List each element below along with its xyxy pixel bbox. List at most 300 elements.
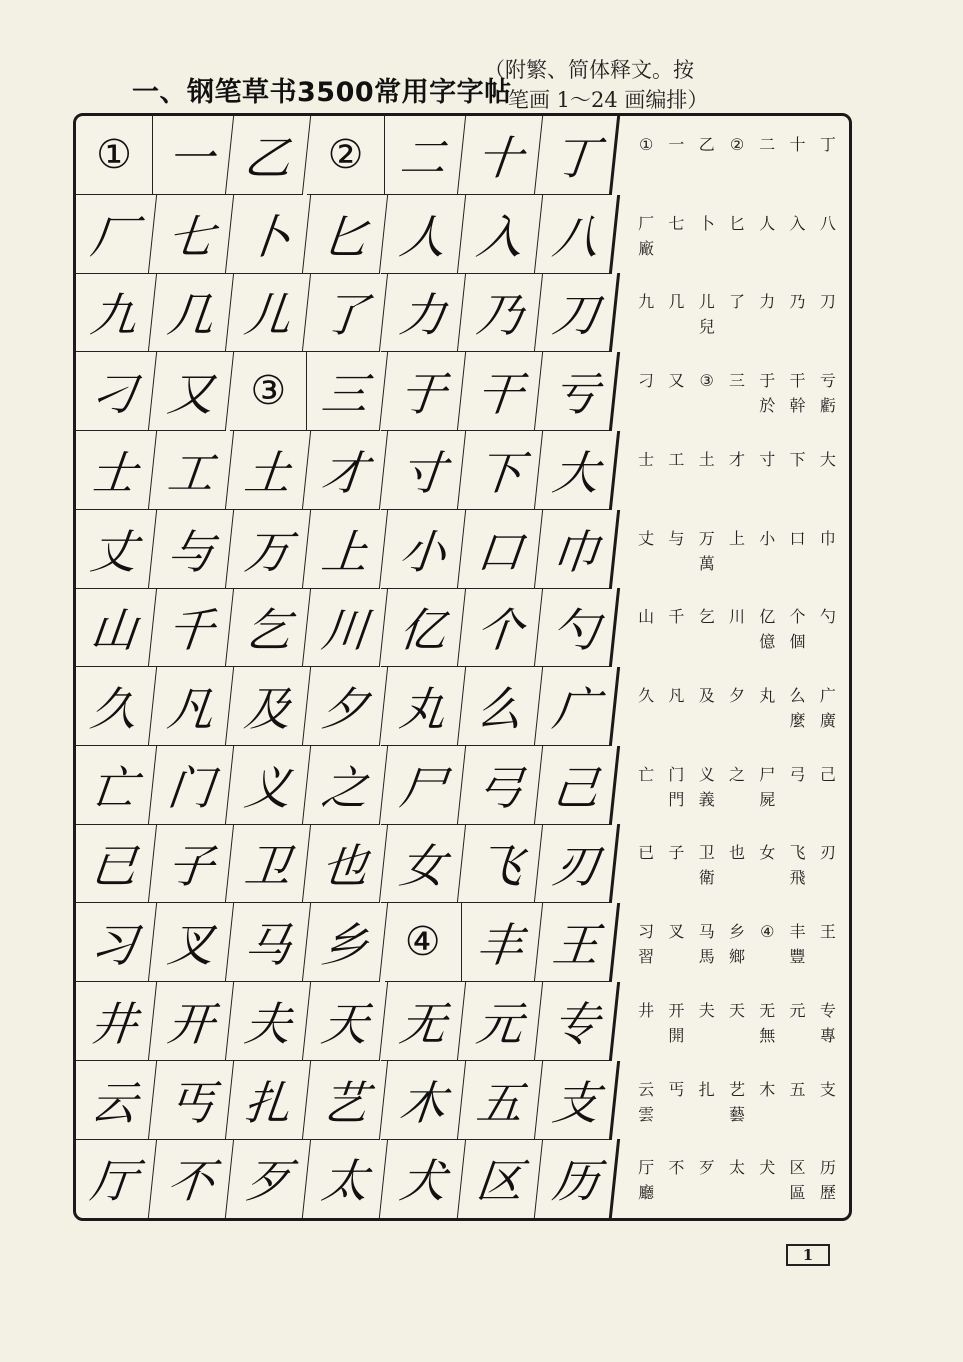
simplified-char: ③ [699,371,714,391]
simplified-char: 刃 [819,843,836,863]
reference-cell [631,762,661,825]
simplified-char: 广 [819,686,836,705]
cursive-cell: 艺 [303,1061,388,1140]
reference-cell [661,604,691,667]
cursive-cell: 个 [458,588,543,667]
simplified-char: 久 [638,686,655,705]
cursive-cell: 山 [73,588,157,667]
cursive-cell: 亏 [535,352,620,431]
simplified-char: 云 [638,1079,655,1099]
traditional-char: 幹 [789,396,806,416]
cursive-cell: 不 [149,1139,234,1218]
cursive-cell: 十 [458,116,543,195]
page-number: 1 [786,1244,830,1266]
simplified-char: 太 [728,1158,745,1178]
traditional-char: 個 [789,632,806,652]
simplified-char: 及 [698,686,715,705]
reference-cell [752,998,782,1061]
reference-cell [782,289,812,352]
traditional-char: 廳 [638,1183,655,1203]
cursive-cell: 乞 [226,588,311,667]
reference-cell [631,683,661,746]
reference-cell [692,1155,722,1218]
traditional-char: 藝 [728,1104,745,1124]
traditional-char: 虧 [819,396,836,416]
reference-cell [813,368,843,431]
reference-cell [631,998,661,1061]
simplified-char: 井 [638,1000,655,1020]
cursive-cell: 厂 [73,195,157,274]
cursive-cell: 子 [149,824,234,903]
simplified-char: 己 [819,764,836,784]
cursive-cell: 士 [73,431,157,510]
reference-cell [722,683,752,746]
cursive-cell: 五 [458,1061,543,1140]
reference-cell [813,762,843,825]
simplified-char: 丰 [789,922,806,942]
traditional-char: 鄉 [728,947,745,967]
simplified-char: 义 [698,764,715,784]
cursive-cell: 下 [458,431,543,510]
reference-annotation-column [619,116,849,1218]
reference-cell [782,683,812,746]
simplified-char: 艺 [728,1079,745,1099]
cursive-cell: 己 [535,746,620,825]
simplified-char: 七 [668,213,685,233]
cursive-cell: 勺 [535,588,620,667]
simplified-char: 歹 [698,1158,715,1178]
traditional-char: 馬 [698,947,715,967]
reference-cell [752,762,782,825]
reference-cell [782,919,812,982]
reference-cell [692,604,722,667]
simplified-char: 支 [819,1079,836,1099]
simplified-char: 乃 [789,292,806,312]
cursive-cell: 又 [149,352,234,431]
cursive-cell: 专 [535,982,620,1061]
cursive-cell: 三 [303,352,388,431]
reference-cell [631,840,661,903]
cursive-practice-grid [76,116,616,1218]
cursive-cell: 入 [458,195,543,274]
cursive-cell: 夕 [303,667,388,746]
reference-cell [692,132,722,195]
simplified-char: 夕 [728,686,745,705]
cursive-cell: 么 [458,667,543,746]
cursive-cell: 也 [303,824,388,903]
cursive-cell: 亿 [380,588,465,667]
cursive-cell: 夫 [226,982,311,1061]
traditional-char: 廠 [638,238,655,258]
reference-cell [752,604,782,667]
simplified-char: 王 [819,922,836,942]
simplified-char: 土 [698,449,715,469]
reference-cell [722,919,752,982]
simplified-char: 入 [789,213,806,233]
cursive-cell: 刃 [535,824,620,903]
reference-cell [782,604,812,667]
cursive-cell: 马 [226,903,311,982]
simplified-char: 于 [759,371,776,391]
cursive-cell: 亡 [73,746,157,825]
simplified-char: 口 [789,528,806,548]
cursive-cell: 女 [380,824,465,903]
reference-cell [722,132,752,195]
traditional-char: 兒 [698,317,715,337]
cursive-cell: 卫 [226,824,311,903]
reference-cell [661,368,691,431]
simplified-char: 亡 [638,764,655,784]
traditional-char: 門 [668,789,685,809]
traditional-char: 歷 [819,1183,836,1203]
simplified-char: 十 [789,135,806,154]
reference-row [619,195,849,274]
reference-cell [661,211,691,274]
reference-cell [782,840,812,903]
simplified-char: 厅 [638,1158,655,1178]
cursive-cell: 寸 [380,431,465,510]
simplified-char: 几 [668,292,685,312]
traditional-char: 衛 [698,868,715,888]
reference-cell [752,132,782,195]
simplified-char: 飞 [789,843,806,863]
reference-cell [722,840,752,903]
traditional-char: 屍 [759,789,776,809]
reference-cell [752,1155,782,1218]
simplified-char: 开 [668,1000,685,1020]
reference-cell [813,289,843,352]
reference-row [619,352,849,431]
reference-row [619,1061,849,1140]
simplified-char: 丈 [638,528,655,548]
reference-row [619,431,849,510]
simplified-char: 无 [759,1000,776,1020]
simplified-char: 凡 [668,686,685,705]
traditional-char: 億 [759,632,776,652]
simplified-char: 卫 [698,843,715,863]
simplified-char: 二 [759,135,776,154]
cursive-cell: 犬 [380,1139,465,1218]
cursive-cell: 区 [458,1139,543,1218]
cursive-cell: 叉 [149,903,234,982]
simplified-char: 已 [638,843,655,863]
reference-cell [813,919,843,982]
reference-cell [692,526,722,589]
reference-cell [722,447,752,510]
traditional-char: 習 [638,947,655,967]
traditional-char: 於 [759,396,776,416]
reference-cell [692,762,722,825]
cursive-cell: 刀 [535,273,620,352]
reference-cell [631,1077,661,1140]
simplified-char: 丸 [759,686,776,705]
simplified-char: 士 [638,449,655,469]
simplified-char: 也 [728,843,745,863]
simplified-char: 弓 [789,764,806,784]
cursive-cell: 乡 [303,903,388,982]
simplified-char: 才 [728,449,745,469]
cursive-cell: 万 [226,510,311,589]
reference-cell [722,526,752,589]
simplified-char: 扎 [698,1079,715,1099]
reference-cell [631,289,661,352]
reference-row [619,116,849,195]
cursive-cell: 九 [73,273,157,352]
cursive-cell: 丸 [380,667,465,746]
cursive-cell: 歹 [226,1139,311,1218]
simplified-char: 么 [789,686,806,705]
cursive-cell: 力 [380,273,465,352]
copybook-frame [73,113,852,1221]
cursive-cell: ③ [230,352,307,431]
cursive-cell: 于 [380,352,465,431]
reference-cell [722,289,752,352]
cursive-cell: 井 [73,982,157,1061]
subtitle-line-1: （附繁、简体释文。按 [484,58,694,82]
reference-row [619,982,849,1061]
reference-cell [692,683,722,746]
simplified-char: 乡 [728,922,745,942]
reference-row [619,746,849,825]
simplified-char: 勺 [819,607,836,627]
simplified-char: 之 [728,764,745,784]
traditional-char: 萬 [698,553,715,573]
reference-cell [782,998,812,1061]
simplified-char: 丁 [819,135,836,154]
reference-cell [782,368,812,431]
cursive-cell: 川 [303,588,388,667]
reference-cell [752,526,782,589]
reference-row [619,273,849,352]
cursive-cell: 习 [73,903,157,982]
reference-cell [692,919,722,982]
cursive-cell: 巾 [535,510,620,589]
reference-row [619,588,849,667]
simplified-char: 上 [728,528,745,548]
reference-cell [813,683,843,746]
reference-cell [692,211,722,274]
cursive-cell: 上 [303,510,388,589]
traditional-char: 開 [668,1025,685,1045]
cursive-cell: 大 [535,431,620,510]
simplified-char: 山 [638,607,655,627]
cursive-cell: 太 [303,1139,388,1218]
reference-cell [661,919,691,982]
simplified-char: 犬 [759,1158,776,1178]
simplified-char: 子 [668,843,685,863]
simplified-char: 马 [698,922,715,942]
cursive-cell: ② [307,116,384,195]
cursive-cell: 之 [303,746,388,825]
reference-cell [752,840,782,903]
reference-cell [752,368,782,431]
traditional-char: 飛 [789,868,806,888]
cursive-cell: 义 [226,746,311,825]
reference-row [619,1139,849,1218]
page-title: 一、钢笔草书3500常用字字帖 [132,77,512,108]
reference-cell [661,289,691,352]
reference-cell [631,447,661,510]
simplified-char: 五 [789,1079,806,1099]
reference-cell [813,998,843,1061]
cursive-cell: 才 [303,431,388,510]
reference-cell [661,447,691,510]
reference-cell [813,840,843,903]
reference-cell [692,368,722,431]
cursive-cell: 扎 [226,1061,311,1140]
simplified-char: 下 [789,449,806,469]
traditional-char: 專 [819,1025,836,1045]
simplified-char: 叉 [668,922,685,942]
reference-cell [661,1155,691,1218]
cursive-cell: 八 [535,195,620,274]
reference-cell [692,447,722,510]
simplified-char: 卜 [698,213,715,233]
simplified-char: 人 [759,213,776,233]
simplified-char: 小 [759,528,776,548]
simplified-char: 亿 [759,607,776,627]
simplified-char: 一 [668,135,685,154]
reference-cell [631,526,661,589]
cursive-cell: 凡 [149,667,234,746]
cursive-cell: 弓 [458,746,543,825]
reference-cell [752,1077,782,1140]
reference-row [619,903,849,982]
cursive-cell: 工 [149,431,234,510]
simplified-char: 个 [789,607,806,627]
cursive-cell: 乙 [226,116,311,195]
cursive-cell: 土 [226,431,311,510]
cursive-cell: 无 [380,982,465,1061]
simplified-char: 天 [728,1000,745,1020]
traditional-char: 豐 [789,947,806,967]
reference-cell [813,211,843,274]
cursive-cell: 二 [380,116,465,195]
traditional-char: 區 [789,1183,806,1203]
cursive-cell: 王 [535,903,620,982]
simplified-char: 区 [789,1158,806,1178]
traditional-char: 義 [698,789,715,809]
reference-cell [722,368,752,431]
traditional-char: 廣 [819,711,836,730]
reference-cell [661,132,691,195]
reference-cell [782,211,812,274]
simplified-char: 了 [728,292,745,312]
simplified-char: 川 [728,607,745,627]
simplified-char: ② [729,135,745,154]
simplified-char: 元 [789,1000,806,1020]
reference-cell [782,132,812,195]
traditional-char: 雲 [638,1104,655,1124]
reference-cell [722,762,752,825]
simplified-char: 巾 [819,528,836,548]
reference-cell [631,919,661,982]
reference-cell [813,447,843,510]
reference-cell [631,132,661,195]
cursive-cell: 了 [303,273,388,352]
cursive-cell: 千 [149,588,234,667]
reference-cell [813,604,843,667]
simplified-char: 千 [668,607,685,627]
cursive-cell: 云 [73,1061,157,1140]
simplified-char: 木 [759,1079,776,1099]
reference-cell [661,526,691,589]
simplified-char: 刁 [638,371,655,391]
reference-row [619,510,849,589]
cursive-cell: 天 [303,982,388,1061]
cursive-cell: 儿 [226,273,311,352]
reference-cell [752,211,782,274]
simplified-char: 夫 [698,1000,715,1020]
cursive-cell: 厅 [73,1139,157,1218]
simplified-char: 儿 [698,292,715,312]
reference-cell [692,1077,722,1140]
simplified-char: 厂 [638,213,655,233]
simplified-char: 寸 [759,449,776,469]
simplified-char: 九 [638,292,655,312]
simplified-char: ④ [760,922,775,942]
simplified-char: 干 [789,371,806,391]
reference-cell [722,998,752,1061]
reference-cell [813,132,843,195]
reference-cell [722,211,752,274]
cursive-cell: 几 [149,273,234,352]
reference-cell [661,998,691,1061]
simplified-char: 乙 [698,135,715,154]
cursive-cell: ④ [385,903,462,982]
reference-cell [752,919,782,982]
cursive-cell: 尸 [380,746,465,825]
cursive-cell: 人 [380,195,465,274]
cursive-cell: 门 [149,746,234,825]
reference-cell [782,762,812,825]
reference-cell [813,1077,843,1140]
cursive-cell: 丐 [149,1061,234,1140]
cursive-cell: 丈 [73,510,157,589]
cursive-cell: 飞 [458,824,543,903]
cursive-cell: 一 [149,116,234,195]
reference-cell [631,211,661,274]
reference-cell [692,289,722,352]
simplified-char: 大 [819,449,836,469]
cursive-cell: 小 [380,510,465,589]
reference-cell [813,1155,843,1218]
reference-row [619,824,849,903]
reference-cell [722,1155,752,1218]
reference-cell [752,683,782,746]
simplified-char: 专 [819,1000,836,1020]
traditional-char: 無 [759,1025,776,1045]
reference-cell [631,604,661,667]
reference-cell [813,526,843,589]
reference-cell [752,289,782,352]
reference-cell [722,1077,752,1140]
cursive-cell: 木 [380,1061,465,1140]
simplified-char: ① [638,135,654,154]
simplified-char: 门 [668,764,685,784]
reference-cell [782,526,812,589]
reference-cell [661,1077,691,1140]
page-subtitle [484,55,744,115]
simplified-char: 工 [668,449,685,469]
cursive-cell: 干 [458,352,543,431]
cursive-cell: 元 [458,982,543,1061]
cursive-cell: 卜 [226,195,311,274]
cursive-cell: 丁 [535,116,620,195]
reference-cell [692,998,722,1061]
reference-cell [752,447,782,510]
simplified-char: 习 [638,922,655,942]
